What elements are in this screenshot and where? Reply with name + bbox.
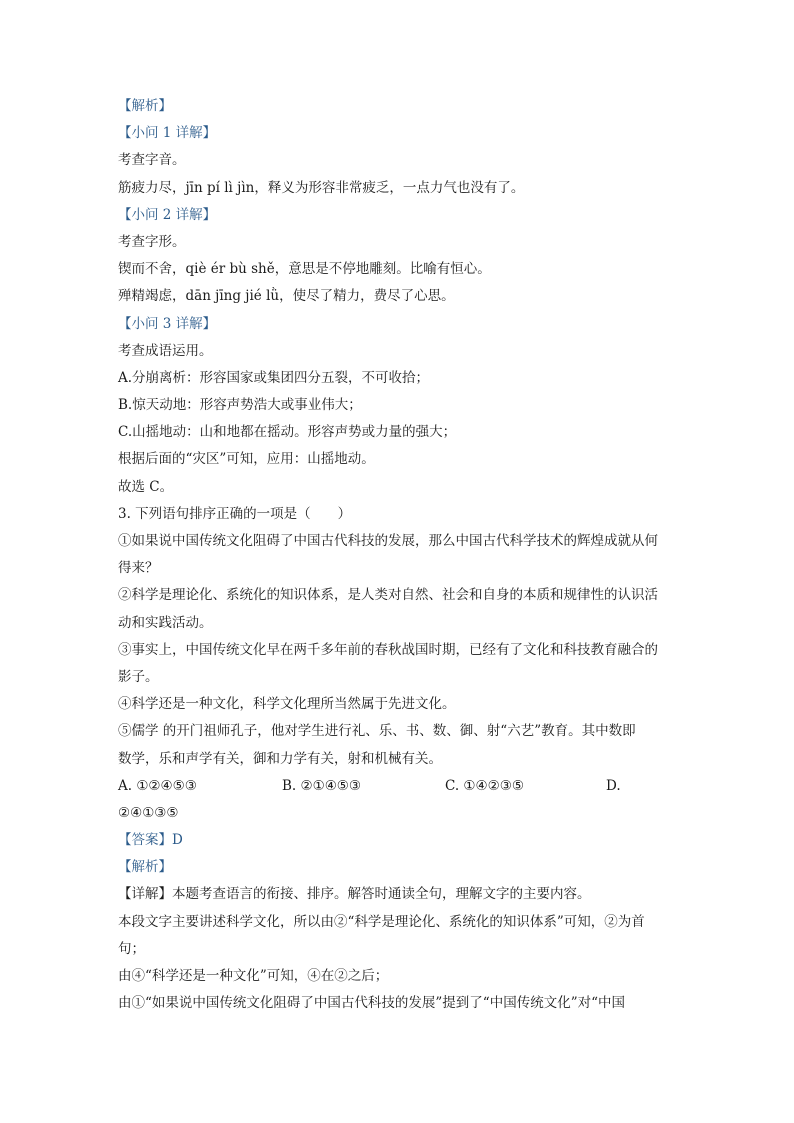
paragraph-line: 根据后面的“灾区”可知，应用：山摇地动。 — [118, 451, 375, 468]
option-d-value: ②④①③⑤ — [118, 804, 179, 821]
paragraph-line: 殚精竭虑，dān jīng jié lǜ，使尽了精力，费尽了心思。 — [118, 288, 455, 305]
sub-question-1-heading: 【小问 1 详解】 — [118, 125, 217, 142]
sentence-5-cont: 数学，乐和声学有关，御和力学有关，射和机械有关。 — [118, 750, 442, 767]
paragraph-line: 本段文字主要讲述科学文化，所以由②“科学是理论化、系统化的知识体系”可知，②为首 — [118, 913, 645, 930]
answer-label: 【答案】D — [118, 832, 183, 849]
option-a: A. ①②④⑤③ — [118, 777, 197, 794]
sentence-3: ③事实上，中国传统文化早在两千多年前的春秋战国时期，已经有了文化和科技教育融合的 — [118, 641, 658, 658]
sentence-1: ①如果说中国传统文化阻碍了中国古代科技的发展，那么中国古代科学技术的辉煌成就从何 — [118, 533, 658, 549]
paragraph-line: 筋疲力尽，jīn pí lì jìn，释义为形容非常疲乏，一点力气也没有了。 — [118, 179, 525, 196]
paragraph-line: 由④“科学还是一种文化”可知，④在②之后； — [118, 968, 389, 984]
sentence-1-cont: 得来？ — [118, 560, 159, 577]
sentence-2: ②科学是理论化、系统化的知识体系，是人类对自然、社会和自身的本质和规律性的认识活 — [118, 587, 658, 604]
paragraph-line: C.山摇地动：山和地都在摇动。形容声势或力量的强大； — [118, 424, 457, 441]
sentence-2-cont: 动和实践活动。 — [118, 614, 213, 631]
paragraph-line: 锲而不舍，qiè ér bù shě，意思是不停地雕刻。比喻有恒心。 — [118, 261, 491, 278]
paragraph-line: 考查字形。 — [118, 233, 186, 250]
option-b: B. ②①④⑤③ — [282, 777, 362, 794]
sub-question-3-heading: 【小问 3 详解】 — [118, 315, 217, 332]
sub-question-2-heading: 【小问 2 详解】 — [118, 206, 217, 223]
answer-options — [118, 773, 678, 800]
option-d: D. — [606, 777, 621, 794]
sentence-5: ⑤儒学 的开门祖师孔子，他对学生进行礼、乐、书、数、御、射“六艺”教育。其中数即 — [118, 723, 636, 740]
paragraph-line: 考查成语运用。 — [118, 342, 213, 359]
question-3-stem: 3. 下列语句排序正确的一项是（ ） — [118, 505, 352, 522]
paragraph-line: 考查字音。 — [118, 152, 186, 169]
paragraph-line: 句； — [118, 940, 145, 957]
detail-explanation: 【详解】本题考查语言的衔接、排序。解答时通读全句，理解文字的主要内容。 — [118, 886, 591, 903]
option-c: C. ①④②③⑤ — [445, 777, 524, 794]
document-page — [118, 93, 678, 1017]
paragraph-line: A.分崩离析：形容国家或集团四分五裂，不可收拾； — [118, 369, 430, 386]
sentence-3-cont: 影子。 — [118, 668, 159, 685]
analysis-heading: 【解析】 — [118, 98, 172, 114]
paragraph-line: B.惊天动地：形容声势浩大或事业伟大； — [118, 397, 362, 414]
paragraph-line: 由①“如果说中国传统文化阻碍了中国古代科技的发展”提到了“中国传统文化”对“中国 — [118, 995, 626, 1012]
sentence-4: ④科学还是一种文化，科学文化理所当然属于先进文化。 — [118, 696, 456, 713]
analysis-heading: 【解析】 — [118, 859, 172, 876]
paragraph-line: 故选 C。 — [118, 478, 174, 495]
